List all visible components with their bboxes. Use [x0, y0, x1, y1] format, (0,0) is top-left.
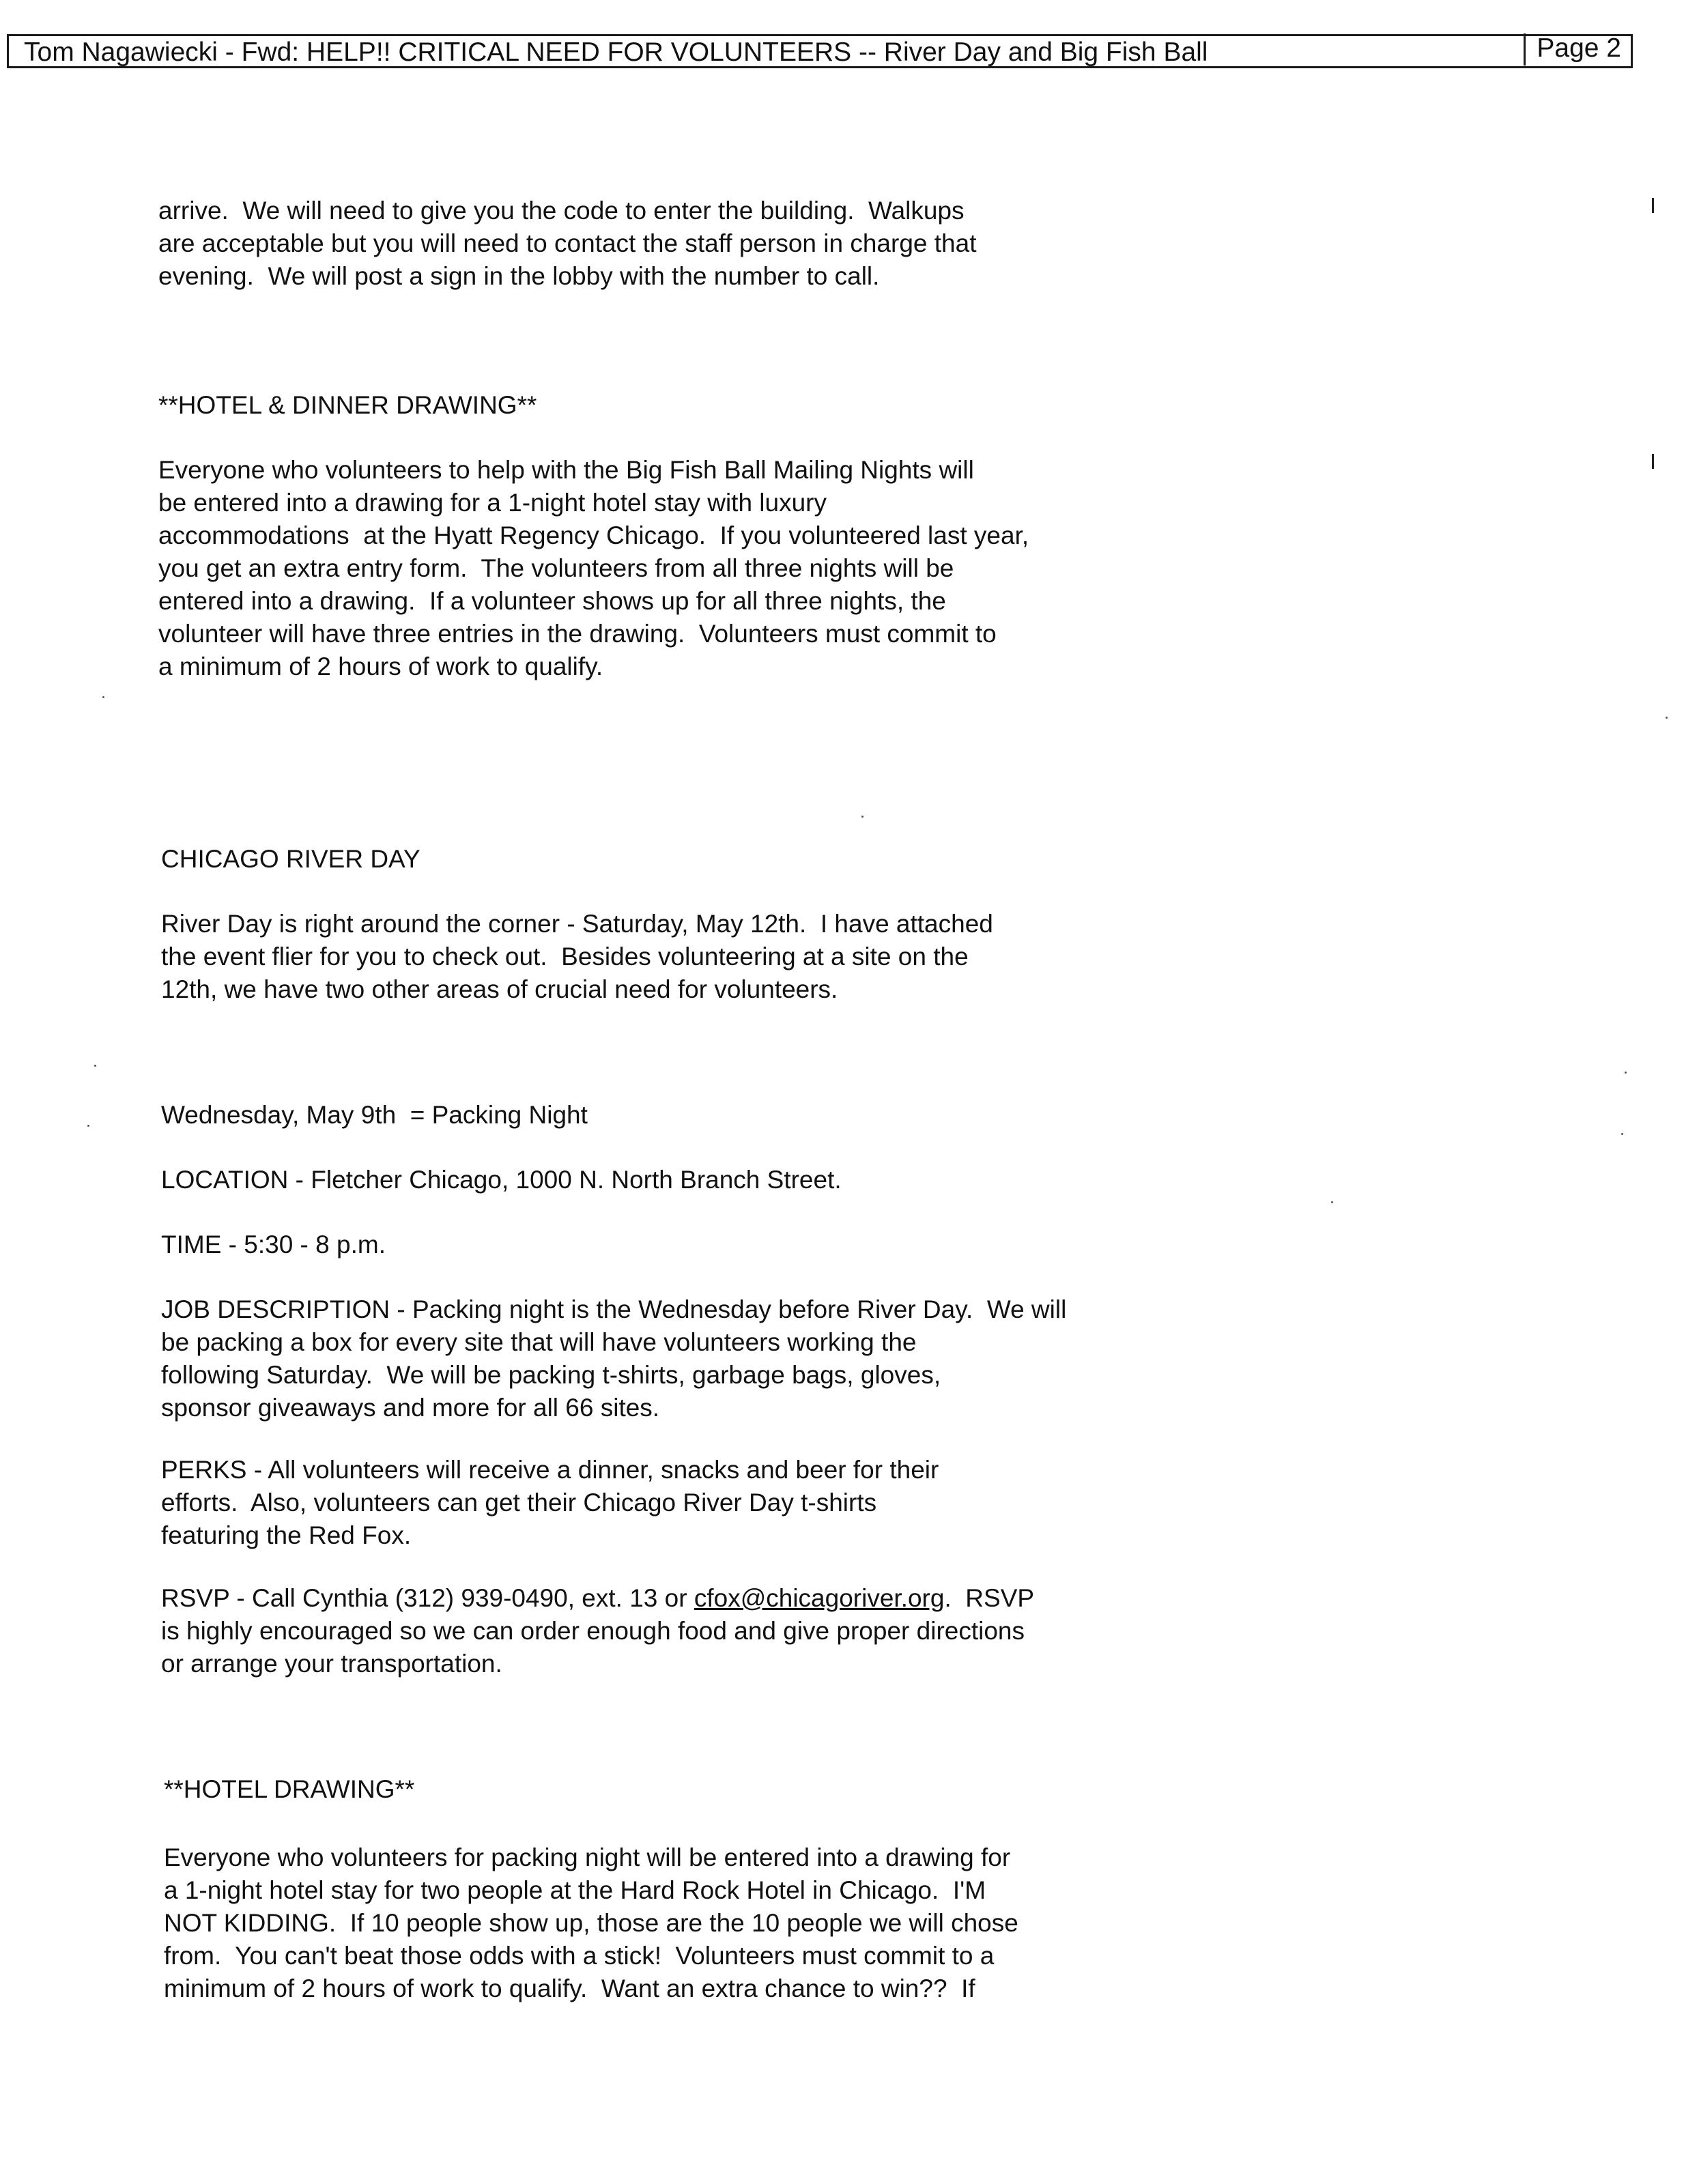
heading-hotel-dinner-drawing: **HOTEL & DINNER DRAWING** [158, 391, 537, 419]
document-header [7, 34, 1633, 68]
heading-hotel-drawing: **HOTEL DRAWING** [164, 1775, 415, 1803]
paragraph-arrive: arrive. We will need to give you the code to enter the building. Walkups are acceptable but you will need to contact the staff person in charge that evening. We will post a sign in the lobby with the number to call. [158, 197, 977, 290]
scan-speck [1331, 1201, 1333, 1203]
scan-speck [1625, 1072, 1627, 1074]
paragraph-perks: PERKS - All volunteers will receive a dinner, snacks and beer for their efforts. Also, volunteers can get their Chicago River Day t-shirts featuring the Red Fox. [161, 1456, 939, 1549]
scan-speck [87, 1125, 89, 1127]
heading-chicago-river-day: CHICAGO RIVER DAY [161, 845, 420, 873]
location-line: LOCATION - Fletcher Chicago, 1000 N. North Branch Street. [161, 1166, 842, 1194]
rsvp-text-after: . RSVP is highly encouraged so we can order enough food and give proper directions or arrange your transportation. [161, 1584, 1035, 1678]
scan-speck [1621, 1133, 1623, 1135]
header-title: Tom Nagawiecki - Fwd: HELP!! CRITICAL NEED FOR VOLUNTEERS -- River Day and Big Fish Ball [24, 38, 1208, 67]
scan-mark [1652, 198, 1654, 213]
rsvp-text-before: RSVP - Call Cynthia (312) 939-0490, ext. 13 or [161, 1584, 694, 1612]
paragraph-river-day: River Day is right around the corner - Saturday, May 12th. I have attached the event flier for you to check out. Besides volunteering at a site on the 12th, we have two other areas of crucial need for volunteers. [161, 910, 993, 1003]
scan-mark [1652, 454, 1654, 469]
page-number: Page 2 [1524, 33, 1631, 66]
rsvp-email-link[interactable]: cfox@chicagoriver.org [694, 1584, 945, 1612]
time-line: TIME - 5:30 - 8 p.m. [161, 1231, 386, 1259]
paragraph-hotel-dinner-drawing: Everyone who volunteers to help with the Big Fish Ball Mailing Nights will be entered into a drawing for a 1-night hotel stay with luxury accommodations at the Hyatt Regency Chicago. If you volunteered last year, you get an extra entry form. The volunteers from all three nights will be entered into a drawing. If a volunteer shows up for all three nights, the volunteer will have three entries in the drawing. Volunteers must commit to a minimum of 2 hours of work to qualify. [158, 456, 1029, 680]
scan-speck [1666, 717, 1668, 719]
packing-night-line: Wednesday, May 9th = Packing Night [161, 1101, 588, 1129]
scan-speck [102, 696, 104, 698]
scan-speck [94, 1065, 96, 1067]
scan-speck [861, 816, 863, 818]
paragraph-hotel-drawing: Everyone who volunteers for packing night will be entered into a drawing for a 1-night hotel stay for two people at the Hard Rock Hotel in Chicago. I'M NOT KIDDING. If 10 people show up, those are the 10 people we will chose from. You can't beat those odds with a stick! Volunteers must commit to a minimum of 2 hours of work to qualify. Want an extra chance to win?? If [164, 1843, 1018, 2002]
paragraph-rsvp [161, 1582, 1226, 1680]
paragraph-job-description: JOB DESCRIPTION - Packing night is the Wednesday before River Day. We will be packing a box for every site that will have volunteers working the following Saturday. We will be packing t-shirts, garbage bags, gloves, sponsor giveaways and more for all 66 sites. [161, 1295, 1067, 1422]
